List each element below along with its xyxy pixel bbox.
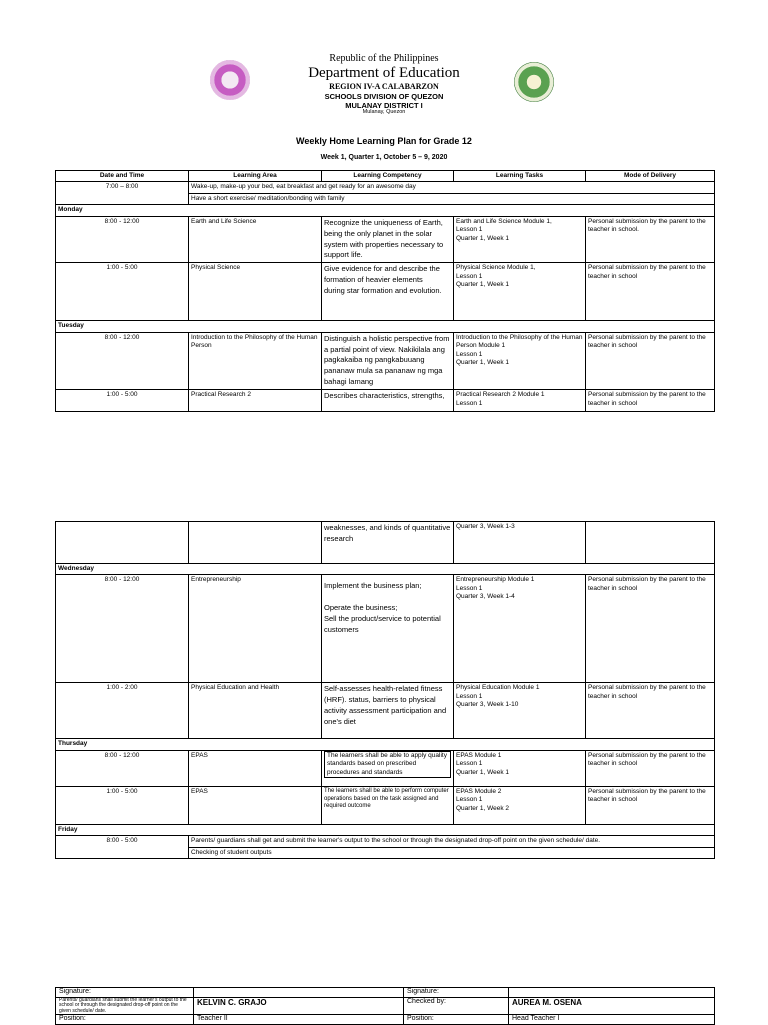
learning-plan-table [55,170,715,412]
row-tasks: EPAS Module 2 Lesson 1 Quarter 1, Week 2 [454,786,586,824]
row-tasks: Earth and Life Science Module 1, Lesson 1 Quarter 1, Week 1 [454,216,586,263]
day-row-friday [56,824,715,835]
row-mode [586,522,715,564]
checked-by-label: Checked by: [404,997,509,1015]
district-line: MULANAY DISTRICT I [345,100,423,110]
table-row [56,332,715,389]
intro-line-1: Wake-up, make-up your bed, eat breakfast and get ready for an awesome day [189,182,715,193]
table-row [56,575,715,683]
signature-label-right: Signature: [404,988,509,998]
row-competency: Self-assesses health-related fitness (HRF). status, barriers to physical activity assessment participation and one's diet [322,683,454,739]
day-label: Wednesday [56,564,715,575]
row-area: Physical Education and Health [189,683,322,739]
row-competency [322,750,454,786]
teacher-position: Teacher II [194,1015,404,1025]
intro-line-2: Have a short exercise/ meditation/bonding with family [189,193,715,204]
day-row-thursday [56,739,715,750]
row-mode: Personal submission by the parent to the teacher in school [586,750,715,786]
row-area: EPAS [189,750,322,786]
row-mode: Personal submission by the parent to the teacher in school [586,390,715,412]
row-time: 8:00 - 12:00 [56,332,189,389]
row-mode: Personal submission by the parent to the teacher in school [586,332,715,389]
day-row-monday [56,205,715,216]
signature-table [55,987,715,1025]
row-tasks: EPAS Module 1 Lesson 1 Quarter 1, Week 1 [454,750,586,786]
submission-note: Parents/ guardians shall submit the learner's output to the school or through the designated drop-off point on the given schedule/ date. [56,997,194,1015]
row-tasks: Practical Research 2 Module 1 Lesson 1 [454,390,586,412]
table-row [56,683,715,739]
teacher-name: KELVIN C. GRAJO [194,997,404,1015]
name-row [56,997,715,1015]
day-label: Monday [56,205,715,216]
table-row [56,786,715,824]
row-competency: Distinguish a holistic perspective from a partial point of view. Nakikilala ang pagkakaiba ng pangkabuuang pananaw mula sa pananaw ng mga bahagi lamang [322,332,454,389]
row-time: 8:00 - 12:00 [56,750,189,786]
row-tasks: Introduction to the Philosophy of the Human Person Module 1 Lesson 1 Quarter 1, Week 1 [454,332,586,389]
document-title: Weekly Home Learning Plan for Grade 12 [296,136,472,146]
row-tasks: Entrepreneurship Module 1 Lesson 1 Quarter 3, Week 1-4 [454,575,586,683]
table-row [56,263,715,321]
row-mode: Personal submission by the parent to the teacher in school [586,786,715,824]
row-time: 1:00 - 5:00 [56,786,189,824]
division-line: SCHOOLS DIVISION OF QUEZON [324,92,444,101]
row-competency: Recognize the uniqueness of Earth, being the only planet in the solar system with properties necessary to support life. [322,216,454,263]
row-tasks: Quarter 3, Week 1-3 [454,522,586,564]
signature-label: Signature: [56,988,194,998]
col-learning-tasks: Learning Tasks [454,171,586,182]
row-competency: Implement the business plan; Operate the business; Sell the product/service to potential customers [322,575,454,683]
col-learning-area: Learning Area [189,171,322,182]
day-label: Thursday [56,739,715,750]
table-row [56,216,715,263]
table-header-row [56,171,715,182]
col-mode-of-delivery: Mode of Delivery [586,171,715,182]
position-label-right: Position: [404,1015,509,1025]
row-time: 1:00 - 5:00 [56,263,189,321]
row-mode: Personal submission by the parent to the teacher in school [586,263,715,321]
head-name: AUREA M. OSENA [509,997,715,1015]
row-area: Introduction to the Philosophy of the Human Person [189,332,322,389]
department-line: Department of Education [308,65,460,81]
teacher-signature-cell [194,988,404,998]
document-subtitle: Week 1, Quarter 1, October 5 – 9, 2020 [320,154,448,161]
row-time: 1:00 - 5:00 [56,390,189,412]
row-time: 1:00 - 2:00 [56,683,189,739]
row-time: 8:00 - 5:00 [56,836,189,859]
row-time: 8:00 - 12:00 [56,216,189,263]
row-area: Earth and Life Science [189,216,322,263]
row-competency: Describes characteristics, strengths, [322,390,454,412]
row-tasks: Physical Science Module 1, Lesson 1 Quarter 1, Week 1 [454,263,586,321]
friday-line-1: Parents/ guardians shall get and submit the learner's output to the school or through the designated drop-off point on the given schedule/ date. [189,836,715,847]
region-line: REGION IV-A CALABARZON [329,82,439,91]
table-row [56,836,715,847]
head-signature-cell [509,988,715,998]
row-competency: weaknesses, and kinds of quantitative research [322,522,454,564]
row-competency: The learners shall be able to perform computer operations based on the task assigned and required outcome [322,786,454,824]
table-row [56,750,715,786]
col-learning-competency: Learning Competency [322,171,454,182]
row-area: EPAS [189,786,322,824]
row-area: Physical Science [189,263,322,321]
competency-box: The learners shall be able to apply quality standards based on prescribed procedures and standards [324,751,451,778]
row-mode: Personal submission by the parent to the teacher in school. [586,216,715,263]
row-tasks: Physical Education Module 1 Lesson 1 Quarter 3, Week 1-10 [454,683,586,739]
position-label: Position: [56,1015,194,1025]
table-row [56,522,715,564]
intro-time: 7:00 – 8:00 [56,182,189,205]
col-date-time: Date and Time [56,171,189,182]
signature-row [56,988,715,998]
table-row [56,390,715,412]
table-row [56,182,715,193]
row-mode: Personal submission by the parent to the teacher in school [586,683,715,739]
row-area [189,522,322,564]
day-label: Tuesday [56,321,715,332]
day-row-tuesday [56,321,715,332]
head-position: Head Teacher I [509,1015,715,1025]
row-mode: Personal submission by the parent to the teacher in school [586,575,715,683]
position-row [56,1015,715,1025]
friday-line-2: Checking of student outputs [189,847,715,858]
row-area: Practical Research 2 [189,390,322,412]
row-area: Entrepreneurship [189,575,322,683]
republic-line: Republic of the Philippines [329,53,439,64]
location-line: Mulanay, Quezon [362,109,406,115]
row-time [56,522,189,564]
row-competency: Give evidence for and describe the formation of heavier elements during star formation and evolution. [322,263,454,321]
learning-plan-table-continued [55,521,715,859]
row-time: 8:00 - 12:00 [56,575,189,683]
day-label: Friday [56,824,715,835]
day-row-wednesday [56,564,715,575]
letterhead [0,52,768,116]
